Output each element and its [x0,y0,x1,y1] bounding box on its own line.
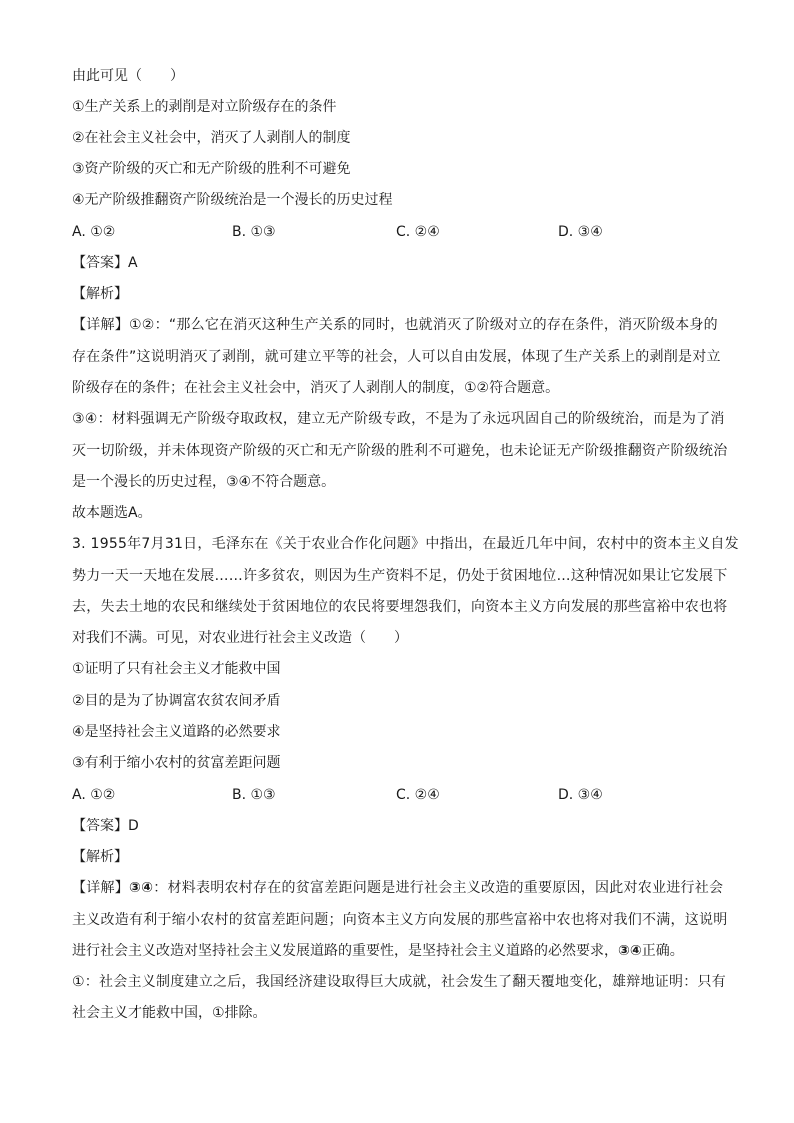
q2-detail-line-6: 是一个漫长的历史过程，③④不符合题意。 [72,474,336,490]
q2-detail-line-1 [72,315,718,335]
q2-answer: 【答案】A [72,255,138,271]
q2-detail-line-5: 灭一切阶级，并未体现资产阶级的灭亡和无产阶级的胜利不可避免，也未论证无产阶级推翻资产阶级统治 [72,443,728,459]
q3-detail-line-2: 主义改造有利于缩小农村的贫富差距问题；向资本主义方向发展的那些富裕中农也将对我们不满，这说明 [72,912,728,928]
q2-stem: 由此可见（ ） [72,68,184,84]
q3-detail-bold-3: ③④ [618,943,642,959]
q3-stem-line-2: 势力一天一天地在发展……许多贫农，则因为生产资料不足，仍处于贫困地位…这种情况如果让它发展下 [72,568,728,584]
q3-item-3: ④是坚持社会主义道路的必然要求 [72,724,281,740]
q3-item-1: ①证明了只有社会主义才能救中国 [72,661,281,677]
q3-detail-bold-prefix: ③④ [129,880,154,896]
q2-options [72,222,732,242]
q3-detail-line-5: 社会主义才能救中国，①排除。 [72,1005,267,1021]
q3-options [72,785,732,805]
q3-analysis-heading: 【解析】 [72,849,128,865]
q2-detail-line-3: 阶级存在的条件；在社会主义社会中，消灭了人剥削人的制度，①②符合题意。 [72,380,560,396]
q2-option-c: C. ②④ [396,224,440,240]
q2-option-b: B. ①③ [232,224,276,240]
q3-detail-line-3 [72,941,684,961]
q2-item-3: ③资产阶级的灭亡和无产阶级的胜利不可避免 [72,161,351,177]
q3-answer: 【答案】D [72,818,139,834]
q3-option-a: A. ①② [72,787,116,803]
q3-detail-text-1: ：材料表明农村存在的贫富差距问题是进行社会主义改造的重要原因，因此对农业进行社会 [153,880,724,896]
q2-option-a: A. ①② [72,224,116,240]
q2-detail-line-2: 存在条件”这说明消灭了剥削，就可建立平等的社会，人可以自由发展，体现了生产关系上的剥削是对立 [72,349,721,365]
q3-detail-line-1 [72,878,723,898]
q2-option-d: D. ③④ [558,224,603,240]
q2-item-2: ②在社会主义社会中，消灭了人剥削人的制度 [72,130,351,146]
q3-stem-line-4: 对我们不满。可见，对农业进行社会主义改造（ ） [72,630,408,646]
q3-item-4: ③有利于缩小农村的贫富差距问题 [72,755,281,771]
q2-detail-line-4: ③④：材料强调无产阶级夺取政权，建立无产阶级专政，不是为了永远巩固自己的阶级统治，而是为了消 [72,411,725,427]
q2-item-1: ①生产关系上的剥削是对立阶级存在的条件 [72,99,337,115]
q3-detail-line-4: ①：社会主义制度建立之后，我国经济建设取得巨大成就，社会发生了翻天覆地变化，雄辩地证明：只有 [72,974,727,990]
q3-stem-line-3: 去，失去土地的农民和继续处于贫困地位的农民将要埋怨我们，向资本主义方向发展的那些富裕中农也将 [72,599,728,615]
q3-stem-line-1: 3. 1955年7月31日，毛泽东在《关于农业合作化问题》中指出，在最近几年中间，农村中的资本主义自发 [72,536,739,552]
q2-detail-label: 【详解】 [72,317,129,333]
q3-detail-label: 【详解】 [72,880,129,896]
q2-detail-text-1: ①②：“那么它在消灭这种生产关系的同时，也就消灭了阶级对立的存在条件，消灭阶级本身的 [129,317,718,333]
q3-item-2: ②目的是为了协调富农贫农间矛盾 [72,693,281,709]
q3-detail-end-3: 正确。 [641,943,684,959]
q3-option-c: C. ②④ [396,787,440,803]
q2-item-4: ④无产阶级推翻资产阶级统治是一个漫长的历史过程 [72,192,393,208]
q3-option-b: B. ①③ [232,787,276,803]
q3-option-d: D. ③④ [558,787,603,803]
q3-detail-text-3: 进行社会主义改造对坚持社会主义发展道路的重要性，是坚持社会主义道路的必然要求， [72,943,618,959]
q2-conclusion: 故本题选A。 [72,505,152,521]
q2-analysis-heading: 【解析】 [72,286,128,302]
